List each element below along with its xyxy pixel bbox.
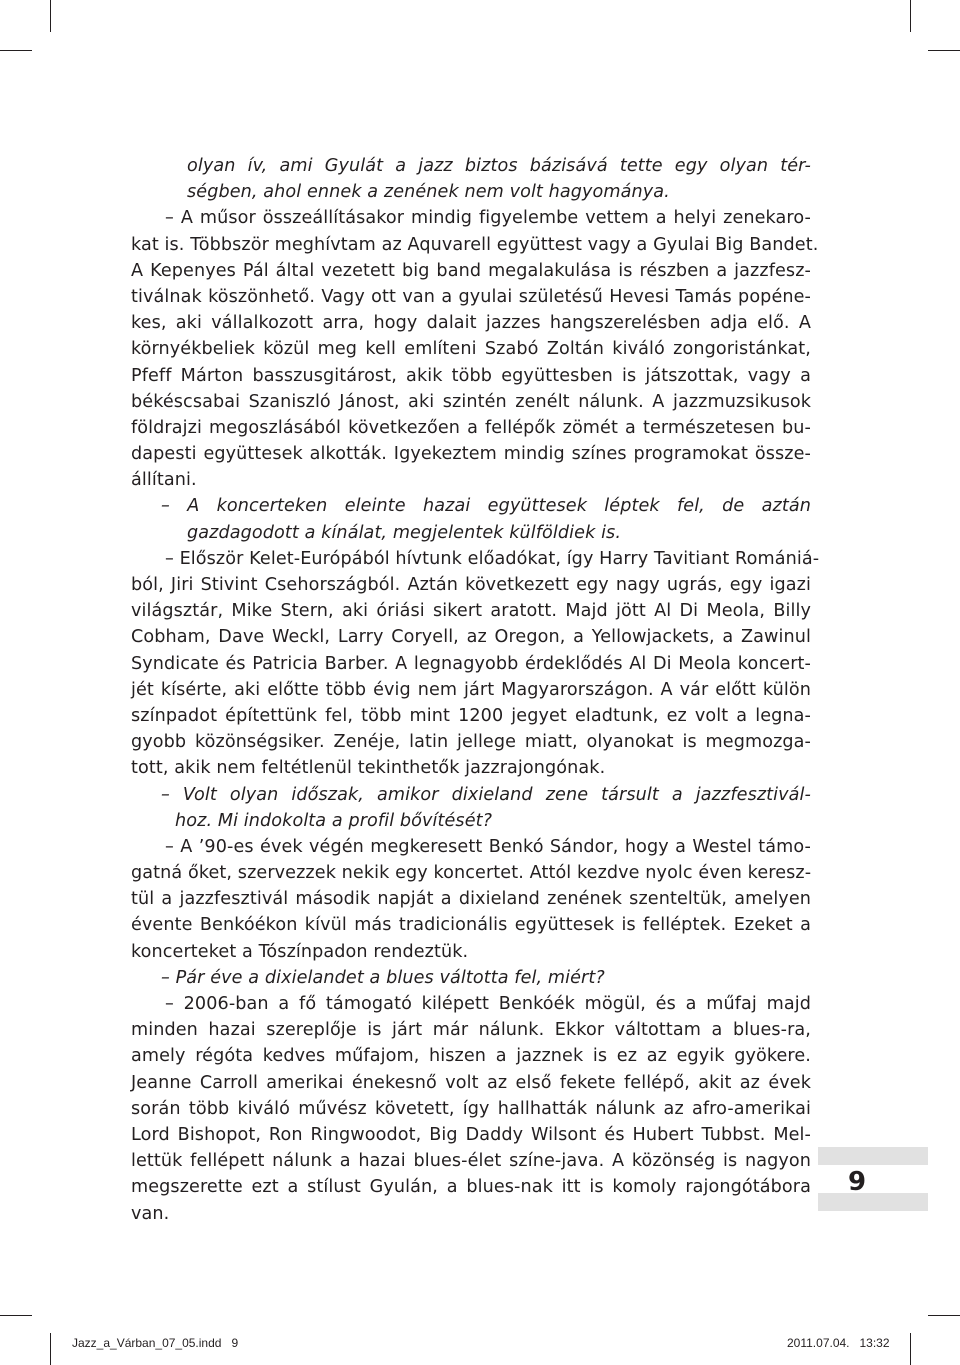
crop-mark-top-left-h (0, 50, 32, 51)
crop-mark-top-right-v (910, 0, 911, 32)
text-line: Syndicate és Patricia Barber. A legnagyobb érdeklődés Al Di Meola koncert- (131, 653, 811, 674)
text-line: van. (131, 1203, 170, 1224)
text-line: – Először Kelet-Európából hívtunk előadókat, így Harry Tavitiant Romániá- (165, 548, 820, 569)
footer-date-time: 2011.07.04. 13:32 (787, 1336, 890, 1350)
text-line: koncerteket a Tószínpadon rendeztük. (131, 941, 469, 962)
text-line: környékbeliek közül meg kell említeni Szabó Zoltán kiváló zongoristánkat, (131, 339, 811, 360)
text-line: – 2006-ban a fő támogató kilépett Benkóék mögül, és a műfaj majd (165, 994, 811, 1014)
text-line: jét kísérte, aki előtte több évig nem járt Magyarországon. A vár előtt külön (131, 679, 811, 700)
text-line: állítani. (131, 470, 197, 491)
crop-mark-bottom-left-v (50, 1333, 51, 1365)
text-line: tül a jazzfesztivál második napját a dixieland zenének szenteltük, amelyen (131, 889, 811, 910)
text-line: világsztár, Mike Stern, aki óriási sikert aratott. Majd jött Al Di Meola, Billy (131, 601, 811, 622)
text-line: amely régóta kedves műfajom, hiszen a jazznek is ez az egyik gyökere. (131, 1046, 811, 1067)
text-line: Lord Bishopot, Ron Ringwoodot, Big Daddy Wilsont és Hubert Tubbst. Mel- (131, 1124, 811, 1145)
text-line: Cobham, Dave Weckl, Larry Coryell, az Oregon, a Yellowjackets, a Zawinul (131, 627, 811, 648)
text-line: ból, Jiri Stivint Csehországból. Aztán következett egy nagy ugrás, egy igazi (131, 575, 811, 595)
text-line: – A koncerteken eleinte hazai együttesek léptek fel, de aztán (161, 496, 811, 517)
footer-file-name: Jazz_a_Várban_07_05.indd 9 (72, 1336, 239, 1350)
text-line: évente Benkóékon kívül más tradicionális együttesek is felléptek. Ezeket a (131, 915, 811, 936)
text-line: földrajzi megoszlásából következően a fellépők zömét a természetesen bu- (131, 417, 811, 438)
page-number: 9 (847, 1167, 867, 1197)
text-line: dapesti együttesek alkották. Igyekeztem mindig színes programokat össze- (131, 444, 811, 465)
crop-mark-top-right-h (928, 50, 960, 51)
body-text (131, 153, 820, 1227)
text-line: kes, aki vállalkozott arra, hogy dalait jazzes hangszerelésben adja elő. A (131, 313, 811, 334)
text-line: során több kiváló művész követett, így hallhatták nálunk az afro-amerikai (131, 1098, 811, 1119)
text-line: gatná őket, szervezzek nekik egy koncertet. Attól kezdve nyolc éven keresz- (131, 863, 812, 884)
text-line: – Volt olyan időszak, amikor dixieland zene társult a jazzfesztivál- (161, 784, 811, 805)
text-line: hoz. Mi indokolta a profil bővítését? (175, 810, 493, 831)
text-line: megszerette ezt a stílust Gyulán, a blues-nak itt is komoly rajongótábora (131, 1177, 811, 1198)
text-line: békéscsabai Szaniszló Jánost, aki szintén zenélt nálunk. A jazzmuzsikusok (131, 391, 811, 412)
text-line: – Pár éve a dixielandet a blues váltotta fel, miért? (161, 967, 605, 988)
crop-mark-bottom-right-h (928, 1315, 960, 1316)
text-line: Pfeff Márton basszusgitárost, akik több együttesben is játszottak, vagy a (131, 365, 811, 386)
page-number-tab-top (818, 1147, 928, 1165)
text-line: tott, akik nem feltétlenül tekinthetők jazzrajongónak. (131, 758, 606, 779)
crop-mark-bottom-right-v (910, 1333, 911, 1365)
text-line: ségben, ahol ennek a zenének nem volt hagyománya. (187, 182, 670, 203)
text-line: – A műsor összeállításakor mindig figyelembe vettem a helyi zenekaro- (165, 208, 811, 229)
text-line: olyan ív, ami Gyulát a jazz biztos bázisává tette egy olyan tér- (187, 156, 811, 176)
text-line: kat is. Többször meghívtam az Aquvarell együttest vagy a Gyulai Big Bandet. (131, 234, 819, 255)
text-line: minden hazai szereplője is járt már nálunk. Ekkor váltottam a blues-ra, (131, 1020, 811, 1041)
text-line: színpadot építettünk fel, több mint 1200 jegyet eladtunk, ez volt a legna- (131, 705, 811, 726)
text-line: gazdagodott a kínálat, megjelentek külföldiek is. (187, 522, 622, 543)
crop-mark-bottom-left-h (0, 1315, 32, 1316)
crop-mark-top-left-v (50, 0, 51, 32)
text-line: – A ’90-es évek végén megkeresett Benkó Sándor, hogy a Westel támo- (165, 836, 811, 857)
text-line: Jeanne Carroll amerikai énekesnő volt az első fekete fellépő, akit az évek (131, 1072, 811, 1093)
text-line: lettük fellépett nálunk a hazai blues-élet színe-java. A közönség is nagyon (131, 1151, 811, 1172)
text-line: A Kepenyes Pál által vezetett big band megalakulása is részben a jazzfesz- (131, 260, 811, 281)
text-line: gyobb közönségsiker. Zenéje, latin jellege miatt, olyanokat is megmozga- (131, 732, 811, 753)
text-line: tiválnak köszönhető. Vagy ott van a gyulai születésű Hevesi Tamás popéne- (131, 286, 811, 307)
